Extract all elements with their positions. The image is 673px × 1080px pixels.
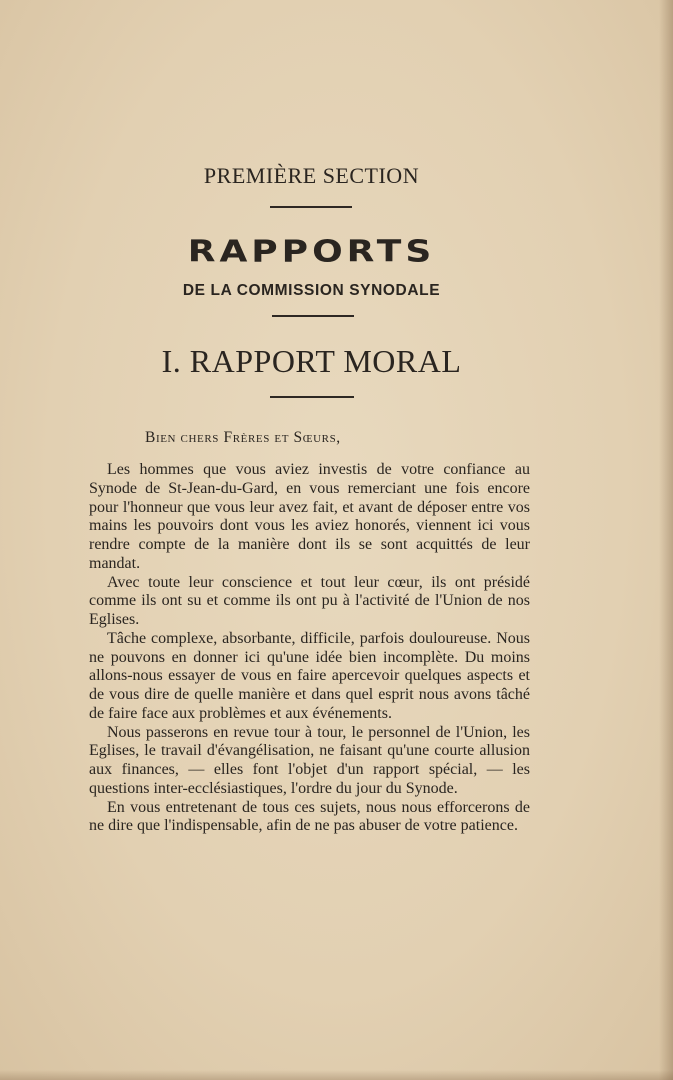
divider-rule	[270, 206, 352, 208]
subtitle: DE LA COMMISSION SYNODALE	[182, 282, 441, 299]
paragraph: Nous passerons en revue tour à tour, le personnel de l'Union, les Eglises, le travail d'évangélisation, ne faisant qu'une courte allusion aux finances, — elles font l'objet d'un rapport spécial, — les questions inter-ecclésiastiques, l'ordre du jour du Synode.	[89, 723, 530, 797]
section-title: PREMIÈRE SECTION	[203, 163, 420, 188]
body-text	[89, 461, 530, 836]
paragraph: En vous entretenant de tous ces sujets, nous nous efforcerons de ne dire que l'indispensable, afin de ne pas abuser de votre patience.	[89, 798, 530, 835]
page-edge-shadow	[659, 0, 673, 1080]
paragraph: Les hommes que vous aviez investis de votre confiance au Synode de St-Jean-du-Gard, en vous remerciant une fois encore pour l'honneur que vous leur avez fait, et avant de déposer entre vos mains les pouvoirs dont vous les aviez honorés, viennent ici vous rendre compte de la manière dont ils se sont acquittés de leur mandat.	[89, 461, 530, 572]
divider-rule	[270, 396, 354, 398]
page-bottom-shadow	[0, 1070, 673, 1080]
salutation: Bien chers Frères et Sœurs,	[145, 429, 341, 446]
paragraph: Tâche complexe, absorbante, difficile, parfois douloureuse. Nous ne pouvons en donner ici qu'une idée bien incomplète. Du moins allons-nous essayer de vous en faire apercevoir quelques aspects et de vous dire de quelle manière et dans quel esprit nous avons tâché de faire face aux problèmes et aux événements.	[89, 629, 530, 722]
divider-rule	[272, 315, 354, 317]
paragraph: Avec toute leur conscience et tout leur cœur, ils ont présidé comme ils ont su et comme ils ont pu à l'activité de l'Union de nos Eglises.	[89, 573, 530, 628]
report-title: I. RAPPORT MORAL	[161, 343, 462, 379]
main-title: RAPPORTS	[187, 234, 436, 269]
